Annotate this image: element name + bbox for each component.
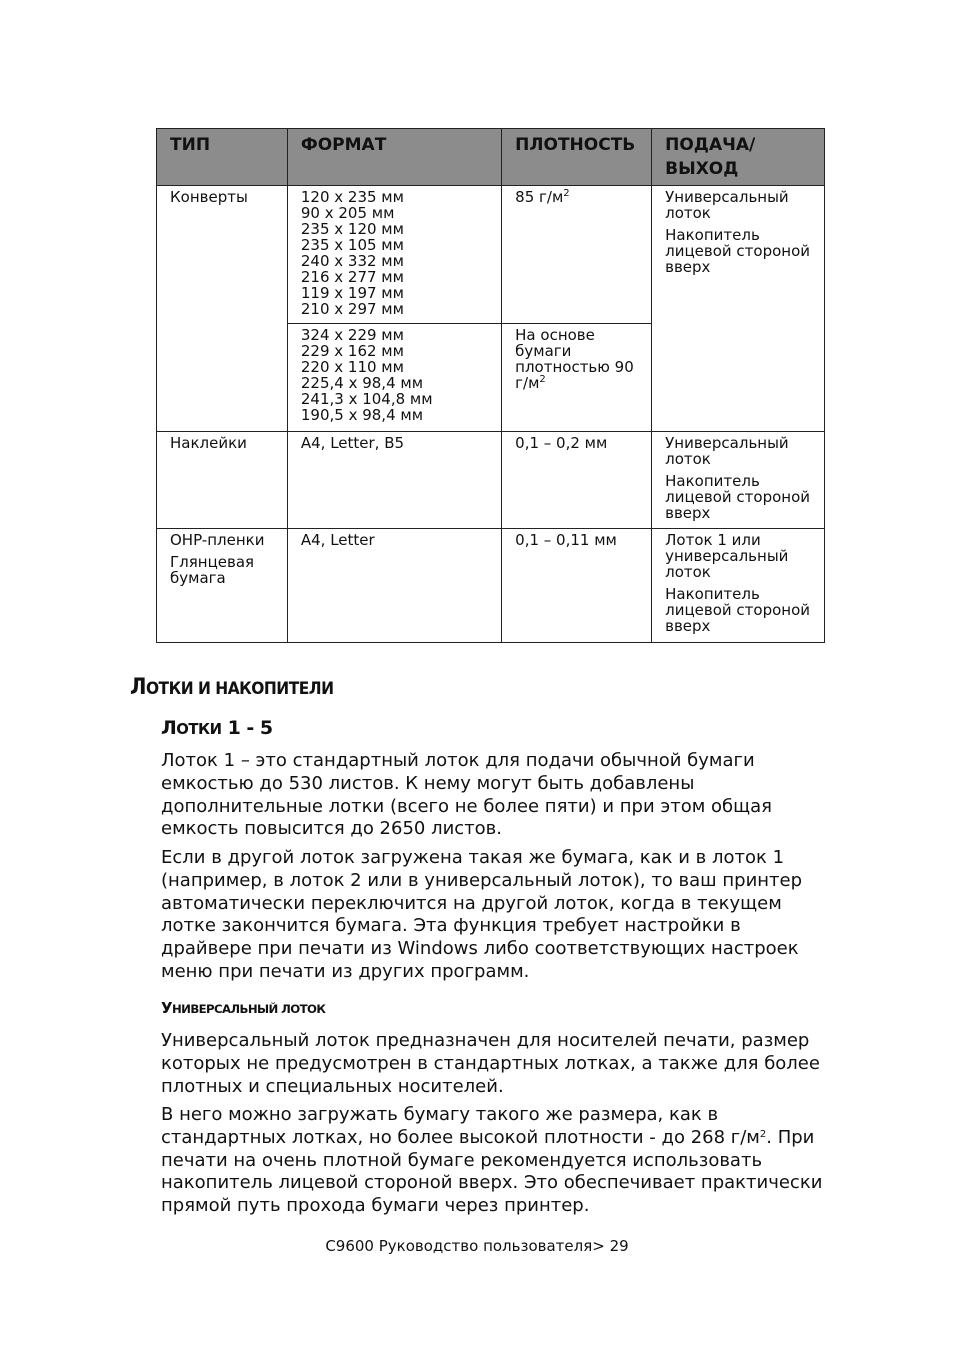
subsection-title-trays: [161, 717, 273, 739]
cell-labels-type: Наклейки: [157, 432, 288, 529]
cell-ohp-format: A4, Letter: [287, 529, 501, 643]
feed-output: Накопитель лицевой стороной вверх: [665, 585, 811, 635]
cell-labels-format: A4, Letter, B5: [287, 432, 501, 529]
feed-input: Лоток 1 или универсальный лоток: [665, 531, 789, 581]
media-table: [156, 128, 825, 643]
type-glossy: Глянцевая бумага: [170, 553, 255, 587]
header-feed: ПОДАЧА/ ВЫХОД: [652, 129, 825, 186]
weight-superscript: 2: [563, 188, 570, 199]
subsection-title-initial: Л: [161, 717, 177, 739]
cell-envelopes-feed: [652, 186, 825, 432]
weight-superscript: 2: [539, 374, 546, 385]
section-title-rest: ОТКИ И НАКОПИТЕЛИ: [145, 679, 334, 699]
subsection-title-rest: НИВЕРСАЛЬНЫЙ ЛОТОК: [171, 1002, 326, 1016]
table-row: [157, 432, 825, 529]
cell-envelopes-formats-b: 324 x 229 мм 229 x 162 мм 220 x 110 мм 225,4 x 98,4 мм 241,3 x 104,8 мм 190,5 x 98,4 мм: [287, 324, 501, 432]
cell-ohp-weight: 0,1 – 0,11 мм: [502, 529, 652, 643]
feed-output: Накопитель лицевой стороной вверх: [665, 226, 811, 276]
type-ohp: OHP-пленки: [170, 531, 265, 549]
cell-labels-feed: [652, 432, 825, 529]
table-row: [157, 529, 825, 643]
header-format: ФОРМАТ: [287, 129, 501, 186]
cell-envelopes-formats-a: 120 x 235 мм 90 x 205 мм 235 x 120 мм 235 x 105 мм 240 x 332 мм 216 x 277 мм 119 x 197 мм 210 x 297 мм: [287, 186, 501, 324]
subsection-title-multipurpose: [161, 999, 325, 1017]
header-type: ТИП: [157, 129, 288, 186]
feed-output: Накопитель лицевой стороной вверх: [665, 472, 811, 522]
paragraph-heavy-paper: [161, 1104, 833, 1218]
header-weight: ПЛОТНОСТЬ: [502, 129, 652, 186]
cell-ohp-feed: [652, 529, 825, 643]
weight-superscript: 2: [759, 1128, 767, 1140]
subsection-title-rest: ОТКИ: [176, 721, 222, 738]
section-title-initial: Л: [130, 675, 146, 700]
subsection-title-number: 1 - 5: [221, 717, 273, 739]
feed-input: Универсальный лоток: [665, 188, 789, 222]
paragraph-heavy-paper-b: . При печати на очень плотной бумаге рекомендуется использовать накопитель лицевой стороной вверх. Это обеспечивает практически прямой путь прохода бумаги через принтер.: [161, 1126, 823, 1217]
paragraph-multipurpose: Универсальный лоток предназначен для носителей печати, размер которых не предусмотрен в стандартных лотках, а также для более плотных и специальных носителей.: [161, 1030, 820, 1097]
cell-ohp-type: [157, 529, 288, 643]
feed-input: Универсальный лоток: [665, 434, 789, 468]
section-title: [130, 675, 334, 700]
paragraph-auto-switch: Если в другой лоток загружена такая же бумага, как и в лоток 1 (например, в лоток 2 или в универсальный лоток), то ваш принтер автоматически переключится на другой лоток, когда в текущем лотке закончится бумага. Эта функция требует настройки в драйвере при печати из Windows либо соответствующих настроек меню при печати из других программ.: [161, 847, 803, 982]
paragraph-tray1: Лоток 1 – это стандартный лоток для подачи обычной бумаги емкостью до 530 листов. К нему могут быть добавлены дополнительные лотки (всего не более пяти) и при этом общая емкость повысится до 2650 листов.: [161, 750, 772, 840]
cell-envelopes-weight-b: [502, 324, 652, 432]
paragraph-heavy-paper-a: В него можно загружать бумагу такого же размера, как в стандартных лотках, но более высокой плотности - до 268 г/м: [161, 1104, 760, 1148]
weight-value: 85 г/м: [515, 188, 564, 206]
subsection-title-initial: У: [161, 999, 172, 1017]
page-footer: C9600 Руководство пользователя> 29: [325, 1237, 629, 1255]
cell-labels-weight: 0,1 – 0,2 мм: [502, 432, 652, 529]
weight-value: На основе бумаги плотностью 90 г/м: [515, 326, 634, 392]
cell-envelopes-weight-a: [502, 186, 652, 324]
table-row: [157, 186, 825, 324]
cell-envelopes-type: Конверты: [157, 186, 288, 432]
table-header-row: [157, 129, 825, 186]
